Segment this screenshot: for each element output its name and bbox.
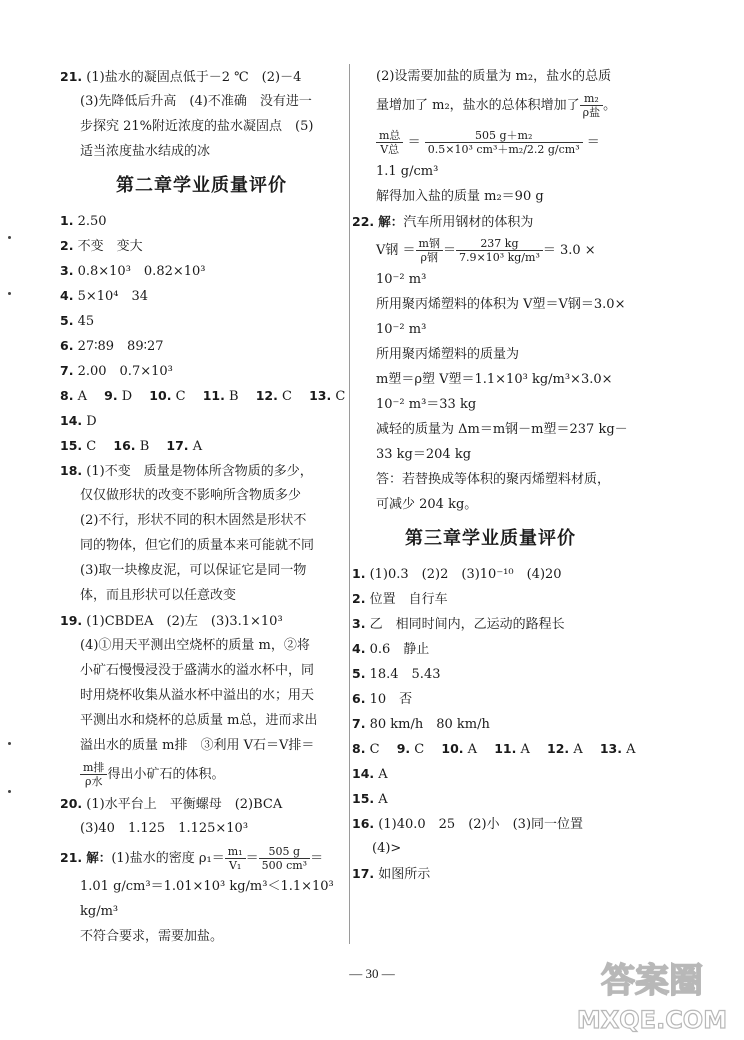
question-number: 10. xyxy=(149,388,172,403)
answer-line xyxy=(60,758,343,791)
answer-text: (3)取一块橡皮泥，可以保证它是同一物 xyxy=(80,563,307,578)
answer-text: 33 kg＝204 kg xyxy=(376,447,472,462)
answer-line xyxy=(60,283,343,308)
answer-line xyxy=(376,64,629,89)
watermark-top-text: 答案圈 xyxy=(601,961,703,1001)
answer-line xyxy=(60,358,343,383)
answer-text: B xyxy=(228,389,252,404)
question-number: 20. xyxy=(60,796,83,811)
answer-line xyxy=(60,483,343,508)
answer-line xyxy=(352,561,629,586)
fraction-denominator: ρ钢 xyxy=(420,251,438,264)
question-number: 3. xyxy=(352,616,366,631)
fraction-denominator: ρ盐 xyxy=(582,106,601,119)
answer-line xyxy=(376,184,629,209)
answer-text: A xyxy=(77,389,100,404)
question-number: 2. xyxy=(352,591,366,606)
answer-text: ＝ xyxy=(310,851,324,866)
answer-line xyxy=(60,208,343,233)
answer-text: 答：若替换成等体积的聚丙烯塑料材质， xyxy=(376,472,611,487)
answer-text: (3)先降低后升高 (4)不准确 没有进一 xyxy=(80,94,312,109)
question-number: 10. xyxy=(441,741,464,756)
answer-text: kg/m³ xyxy=(80,904,119,919)
answer-line xyxy=(60,89,343,114)
answer-text: 5×10⁴ 34 xyxy=(77,289,149,304)
answer-line xyxy=(60,608,343,633)
answer-line xyxy=(60,508,343,533)
fraction xyxy=(416,237,443,264)
solution-label: 解： xyxy=(86,850,112,865)
answer-text: 如图所示 xyxy=(378,867,431,882)
answer-text: 10 否 xyxy=(369,692,413,707)
answer-text: 解得加入盐的质量 m₂＝90 g xyxy=(376,189,544,204)
left-column xyxy=(60,64,346,949)
fraction-numerator: m总 xyxy=(376,129,403,143)
question-number: 6. xyxy=(60,338,74,353)
question-number: 16. xyxy=(113,438,136,453)
fraction xyxy=(225,845,246,872)
fraction xyxy=(80,761,107,788)
watermark-bottom-text: MXQE.COM xyxy=(576,1006,728,1034)
answer-line xyxy=(376,492,629,517)
answer-text: 不变 变大 xyxy=(77,239,143,254)
answer-text: 0.6 静止 xyxy=(369,642,430,657)
answer-line xyxy=(60,533,343,558)
scan-mark xyxy=(8,292,11,295)
answer-text: A xyxy=(573,742,596,757)
page-number: — 30 — xyxy=(349,966,395,981)
answer-text: (4)①用天平测出空烧杯的质量 m，②将 xyxy=(80,638,310,653)
answer-line xyxy=(352,586,629,611)
fraction-numerator: m钢 xyxy=(416,237,443,251)
answer-line xyxy=(352,811,629,836)
answer-line xyxy=(352,786,629,811)
answer-text: 1.1 g/cm³ xyxy=(376,164,439,179)
fraction-denominator: 0.5×10³ cm³＋m₂/2.2 g/cm³ xyxy=(427,143,580,156)
answer-line xyxy=(352,711,629,736)
solution-label: 解： xyxy=(378,214,404,229)
answer-line xyxy=(60,258,343,283)
fraction-denominator: V₁ xyxy=(228,859,242,872)
answer-text: A xyxy=(467,742,491,757)
answer-text: 仅仅做形状的改变不影响所含物质多少 xyxy=(80,488,302,503)
answer-line xyxy=(352,611,629,636)
answer-line xyxy=(60,433,343,458)
answer-line xyxy=(60,64,343,89)
answer-line xyxy=(60,874,343,899)
fraction xyxy=(425,129,583,156)
question-number: 13. xyxy=(599,741,623,756)
answer-line xyxy=(352,686,629,711)
question-number: 7. xyxy=(60,363,74,378)
answer-text: 所用聚丙烯塑料的体积为 V塑＝V钢＝3.0× xyxy=(376,297,626,312)
answer-text: (1)0.3 (2)2 (3)10⁻¹⁰ (4)20 xyxy=(369,567,562,582)
answer-line xyxy=(60,458,343,483)
answer-text: 同的物体，但它们的质量本来可能就不同 xyxy=(80,538,315,553)
answer-text: m塑＝ρ塑 V塑＝1.1×10³ kg/m³×3.0× xyxy=(376,372,613,387)
question-number: 17. xyxy=(166,438,189,453)
answer-text: (1)水平台上 平衡螺母 (2)BCA xyxy=(86,797,283,812)
answer-text: C xyxy=(414,742,438,757)
fraction xyxy=(580,92,603,119)
answer-text: 27∶89 89∶27 xyxy=(77,339,164,354)
fraction-numerator: m₂ xyxy=(580,92,603,106)
question-number: 14. xyxy=(352,766,375,781)
question-number: 14. xyxy=(60,413,83,428)
answer-text: 所用聚丙烯塑料的质量为 xyxy=(376,347,520,362)
answer-text: 位置 自行车 xyxy=(369,592,448,607)
answer-line xyxy=(60,383,346,408)
answer-line xyxy=(60,333,343,358)
watermark-logo xyxy=(566,952,738,1036)
answer-line xyxy=(60,791,343,816)
answer-text: 体，而且形状可以任意改变 xyxy=(80,588,237,603)
question-number: 1. xyxy=(60,213,74,228)
fraction-denominator: V总 xyxy=(380,143,400,156)
answer-text: 得出小矿石的体积。 xyxy=(107,767,225,782)
answer-text: 乙 相同时间内，乙运动的路程长 xyxy=(369,617,565,632)
answer-text: (1)不变 质量是物体所含物质的多少， xyxy=(86,464,313,479)
answer-line xyxy=(60,841,343,874)
question-number: 21. xyxy=(60,69,83,84)
scan-mark xyxy=(8,236,11,239)
fraction-denominator: 7.9×10³ kg/m³ xyxy=(458,251,540,264)
answer-text: 10⁻² m³ xyxy=(376,272,427,287)
fraction-numerator: m₁ xyxy=(225,845,246,859)
scan-mark xyxy=(8,742,11,745)
answer-text: C xyxy=(335,389,346,404)
answer-line xyxy=(352,861,629,886)
question-number: 6. xyxy=(352,691,366,706)
question-number: 13. xyxy=(309,388,332,403)
question-number: 7. xyxy=(352,716,366,731)
answer-line xyxy=(376,234,629,267)
answer-text: 45 xyxy=(77,314,95,329)
answer-line xyxy=(376,159,629,184)
answer-line xyxy=(376,292,629,317)
answer-text: ＝ xyxy=(245,851,259,866)
answer-text: 时用烧杯收集从溢水杯中溢出的水；用天 xyxy=(80,688,315,703)
answer-line xyxy=(60,899,343,924)
fraction xyxy=(456,237,543,264)
question-number: 19. xyxy=(60,613,83,628)
fraction-numerator: m排 xyxy=(80,761,107,775)
fraction xyxy=(259,845,311,872)
answer-line xyxy=(60,233,343,258)
answer-line xyxy=(60,139,343,164)
answer-line xyxy=(60,924,343,949)
answer-line xyxy=(60,633,343,658)
answer-line xyxy=(376,367,629,392)
scan-mark xyxy=(8,790,11,793)
answer-line xyxy=(376,126,629,159)
answer-text: 10⁻² m³ xyxy=(376,322,427,337)
answer-text: V钢 ＝ xyxy=(376,243,416,258)
answer-line xyxy=(60,558,343,583)
fraction-denominator: 500 cm³ xyxy=(261,859,308,872)
answer-text: C xyxy=(281,389,305,404)
answer-text: 小矿石慢慢浸没于盛满水的溢水杯中，同 xyxy=(80,663,315,678)
answer-text: 不符合要求，需要加盐。 xyxy=(80,929,224,944)
answer-text: C xyxy=(175,389,199,404)
answer-text: (1)盐水的凝固点低于－2 ℃ (2)－4 xyxy=(86,70,302,85)
answer-text: ＝ xyxy=(586,135,600,150)
answer-line xyxy=(352,836,629,861)
answer-line xyxy=(60,583,343,608)
answer-line xyxy=(376,267,629,292)
answer-text: ＝ 3.0 × xyxy=(542,243,596,258)
answer-line xyxy=(60,733,343,758)
answer-text: 18.4 5.43 xyxy=(369,667,441,682)
question-number: 11. xyxy=(494,741,517,756)
fraction-denominator: ρ水 xyxy=(84,775,103,788)
answer-text: 1.01 g/cm³＝1.01×10³ kg/m³＜1.1×10³ xyxy=(80,879,334,894)
question-number: 2. xyxy=(60,238,74,253)
answer-text: ＝ xyxy=(442,243,456,258)
fraction xyxy=(376,129,403,156)
question-number: 4. xyxy=(60,288,74,303)
answer-text: A xyxy=(626,742,636,757)
answer-text: 溢出水的质量 m排 ③利用 V石＝V排＝ xyxy=(80,738,315,753)
question-number: 8. xyxy=(352,741,366,756)
question-number: 15. xyxy=(352,791,375,806)
answer-text: C xyxy=(369,742,393,757)
answer-line xyxy=(60,658,343,683)
question-number: 1. xyxy=(352,566,366,581)
answer-text: 平测出水和烧杯的总质量 m总，进而求出 xyxy=(80,713,318,728)
answer-text: (1)CBDEA (2)左 (3)3.1×10³ xyxy=(86,614,283,629)
question-number: 18. xyxy=(60,463,83,478)
chapter-3-title: 第三章学业质量评价 xyxy=(405,528,576,549)
question-number: 12. xyxy=(255,388,278,403)
answer-text: 10⁻² m³＝33 kg xyxy=(376,397,477,412)
answer-text: C xyxy=(86,439,110,454)
question-number: 17. xyxy=(352,866,375,881)
answer-text: 2.50 xyxy=(77,214,107,229)
answer-text: A xyxy=(192,439,203,454)
answer-line xyxy=(352,636,629,661)
question-number: 9. xyxy=(396,741,411,756)
answer-text: A xyxy=(378,792,388,807)
fraction-numerator: 505 g xyxy=(259,845,311,859)
answer-text: A xyxy=(378,767,388,782)
question-number: 15. xyxy=(60,438,83,453)
answer-text: 可减少 204 kg。 xyxy=(376,497,478,512)
answer-line xyxy=(352,209,629,234)
answer-line xyxy=(376,317,629,342)
question-number: 8. xyxy=(60,388,74,403)
answer-line xyxy=(376,442,629,467)
answer-text: 。 xyxy=(603,98,617,113)
question-number: 21. xyxy=(60,850,83,865)
question-number: 22. xyxy=(352,214,375,229)
answer-line xyxy=(376,392,629,417)
question-number: 4. xyxy=(352,641,366,656)
question-number: 3. xyxy=(60,263,74,278)
answer-text: 2.00 0.7×10³ xyxy=(77,364,173,379)
answer-text: (2)不行，形状不同的积木固然是形状不 xyxy=(80,513,307,528)
answer-line xyxy=(352,736,636,761)
answer-line xyxy=(376,342,629,367)
answer-text: ＝ xyxy=(407,135,421,150)
question-number: 9. xyxy=(104,388,118,403)
question-number: 12. xyxy=(547,741,570,756)
answer-text: (3)40 1.125 1.125×10³ xyxy=(80,821,249,836)
answer-text: (1)盐水的密度 ρ₁＝ xyxy=(111,851,225,866)
right-column xyxy=(352,64,636,886)
chapter-2-title: 第二章学业质量评价 xyxy=(116,175,287,196)
answer-text: D xyxy=(121,389,146,404)
answer-text: 适当浓度盐水结成的冰 xyxy=(80,144,211,159)
question-number: 5. xyxy=(60,313,74,328)
answer-text: 减轻的质量为 Δm＝m钢－m塑＝237 kg－ xyxy=(376,422,628,437)
answer-text: (4)> xyxy=(372,841,402,856)
answer-line xyxy=(60,308,343,333)
question-number: 5. xyxy=(352,666,366,681)
answer-line xyxy=(60,816,343,841)
answer-text: (2)设需要加盐的质量为 m₂，盐水的总质 xyxy=(376,69,612,84)
answer-line xyxy=(376,417,629,442)
column-divider xyxy=(349,64,350,944)
answer-line xyxy=(376,467,629,492)
fraction-numerator: 505 g＋m₂ xyxy=(425,129,583,143)
chapter-3-answers xyxy=(352,561,636,886)
answer-line xyxy=(60,708,343,733)
question-number: 11. xyxy=(202,388,225,403)
answer-text: 0.8×10³ 0.82×10³ xyxy=(77,264,206,279)
answer-line xyxy=(60,408,343,433)
answer-text: 量增加了 m₂，盐水的总体积增加了 xyxy=(376,98,580,113)
answer-text: 步探究 21%附近浓度的盐水凝固点 (5) xyxy=(80,119,314,134)
answer-text: D xyxy=(86,414,97,429)
fraction-numerator: 237 kg xyxy=(456,237,543,251)
answer-line xyxy=(376,89,629,122)
answer-text: 汽车所用钢材的体积为 xyxy=(403,215,534,230)
answer-line xyxy=(352,661,629,686)
answer-line xyxy=(60,683,343,708)
answer-text: A xyxy=(520,742,543,757)
answer-text: (1)40.0 25 (2)小 (3)同一位置 xyxy=(378,817,584,832)
answer-line xyxy=(60,114,343,139)
answer-text: B xyxy=(139,439,163,454)
question-number: 16. xyxy=(352,816,375,831)
answer-line xyxy=(352,761,629,786)
answer-text: 80 km/h 80 km/h xyxy=(369,717,490,732)
